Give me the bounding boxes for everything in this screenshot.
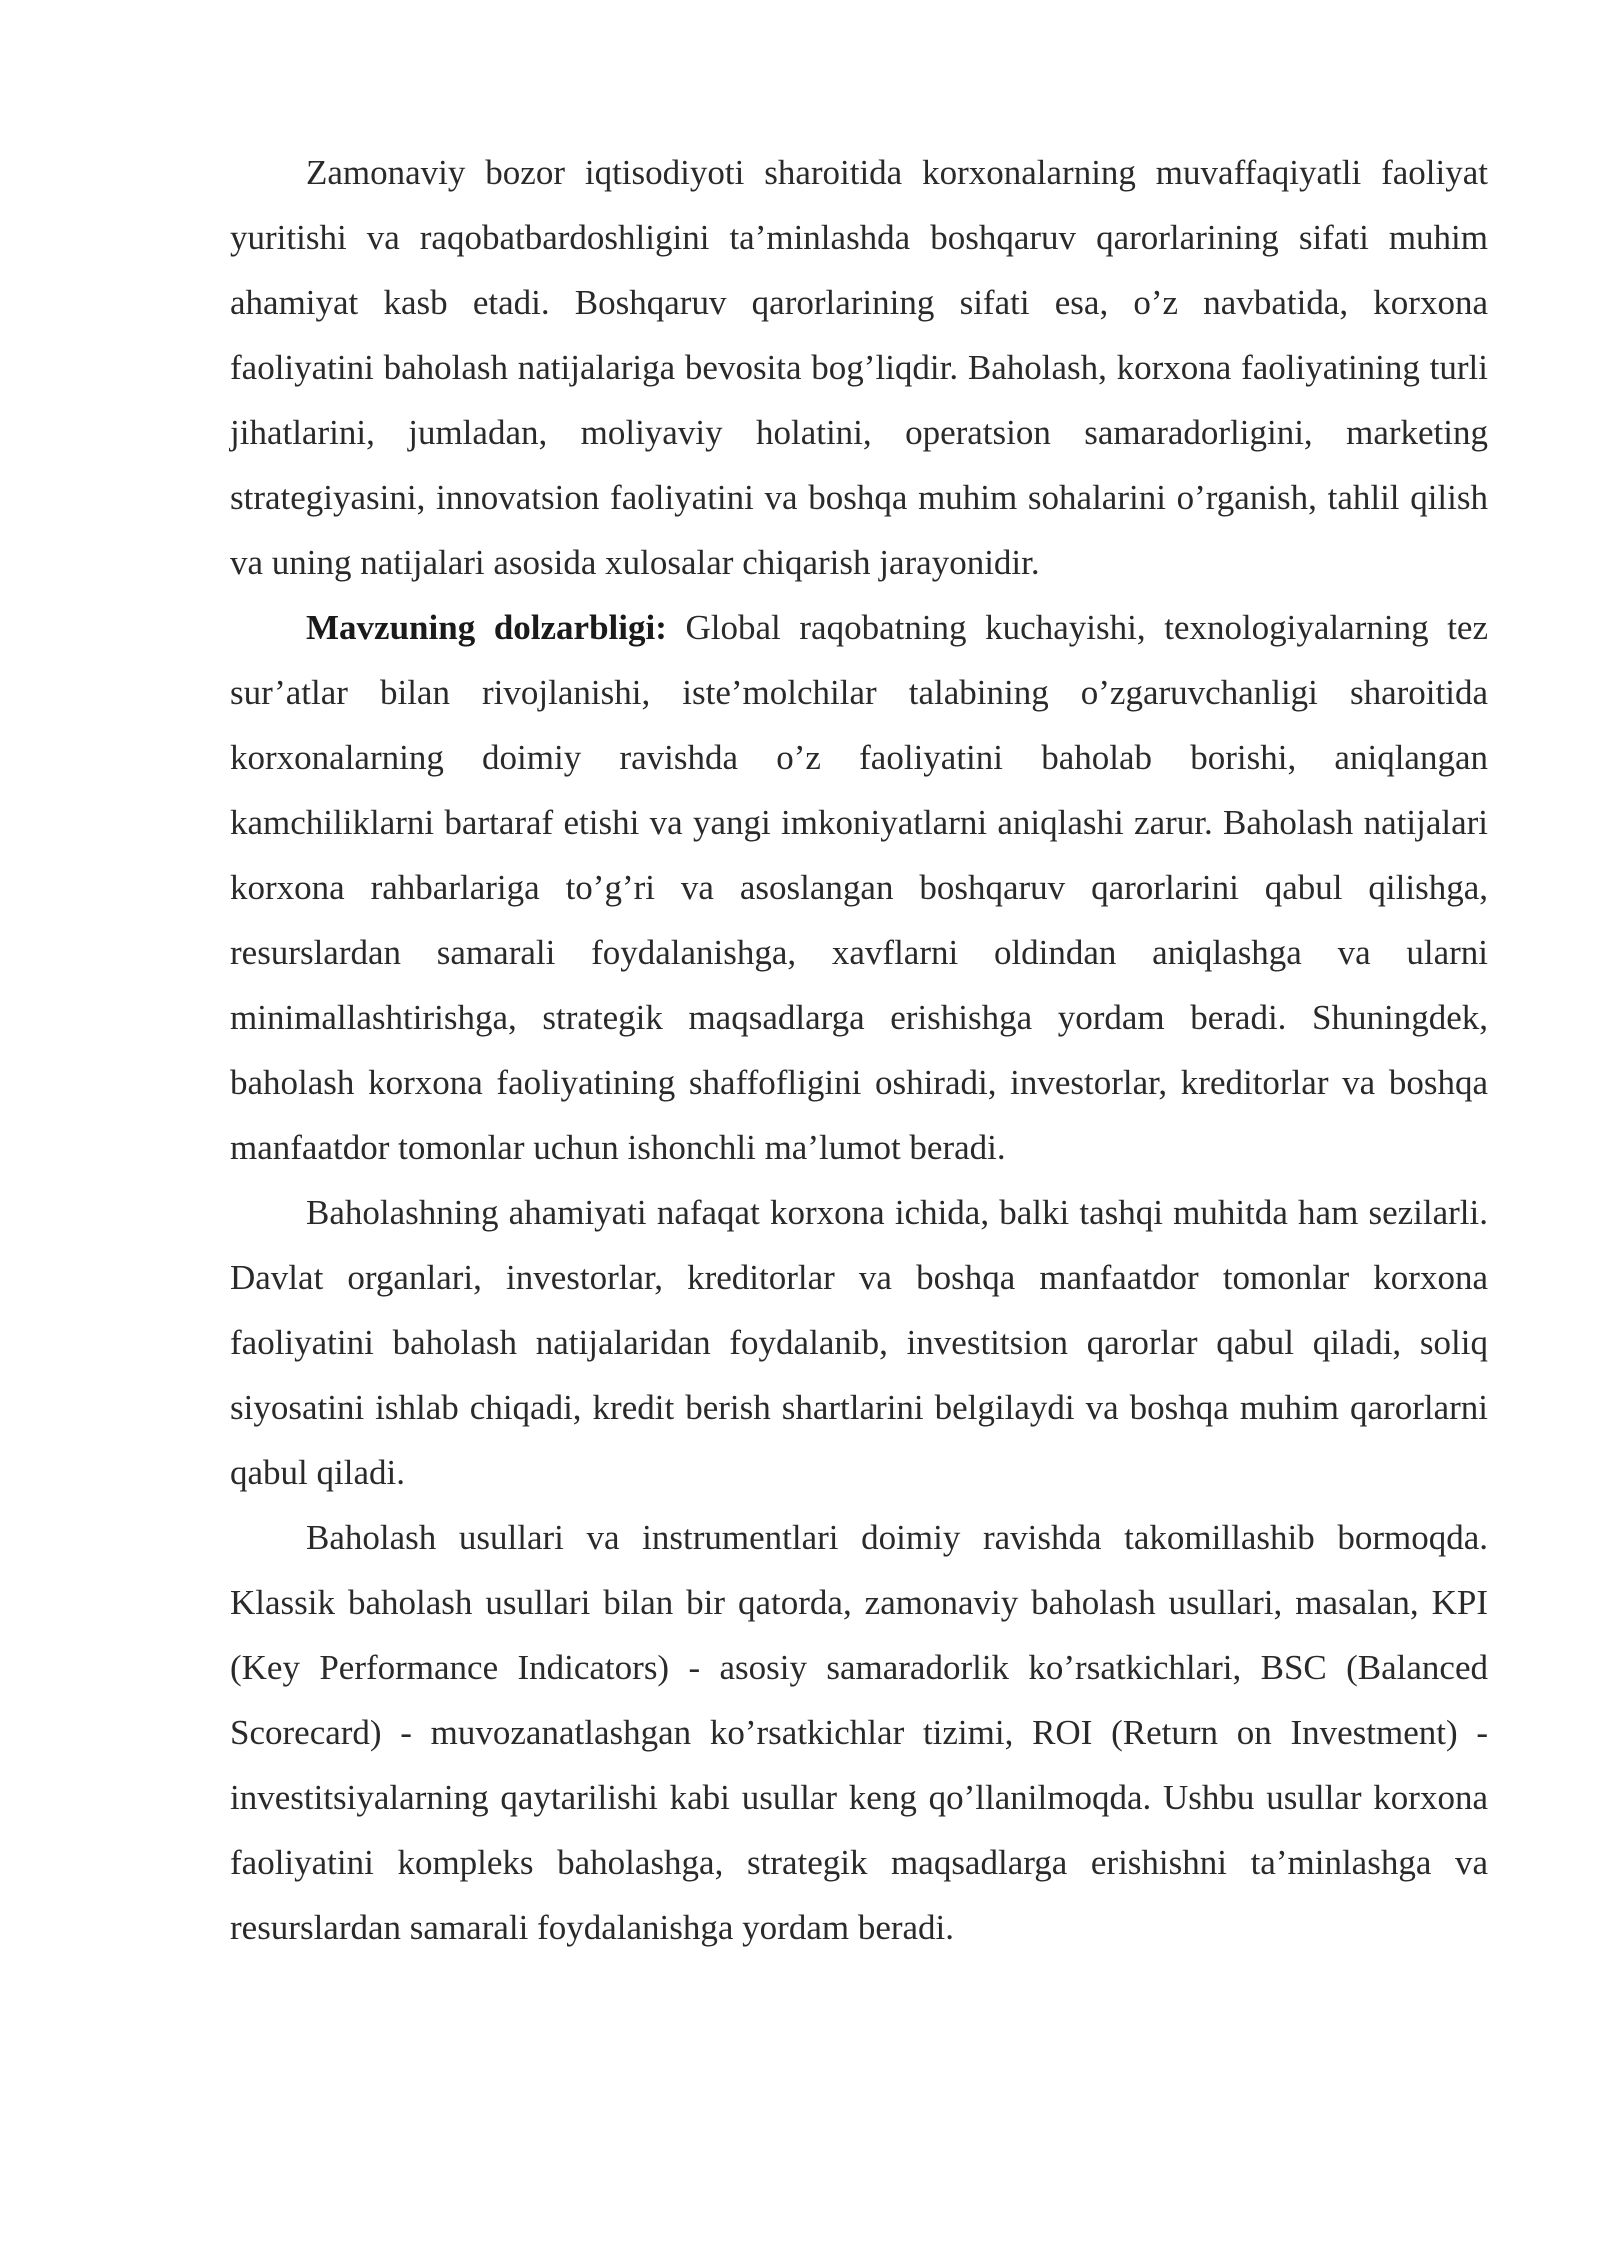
paragraph-text: Global raqobatning kuchayishi, texnologiyalarning tez sur’atlar bilan rivojlanishi, iste’molchilar talabining o’zgaruvchanligi sharoitida korxonalarning doimiy ravishda o’z faoliyatini baholab borishi, aniqlangan kamchiliklarni bartaraf etishi va yangi imkoniyatlarni aniqlashi zarur. Baholash natijalari korxona rahbarlariga to’g’ri va asoslangan boshqaruv qarorlarini qabul qilishga, resurslardan samarali foydalanishga, xavflarni oldindan aniqlashga va ularni minimallashtirishga, strategik maqsadlarga erishishga yordam beradi. Shuningdek, baholash korxona faoliyatining shaffofligini oshiradi, investorlar, kreditorlar va boshqa manfaatdor tomonlar uchun ishonchli ma’lumot beradi. (230, 608, 1488, 1167)
paragraph-importance (230, 1180, 1488, 1505)
paragraph-relevance (230, 595, 1488, 1180)
paragraph-intro (230, 140, 1488, 595)
document-page (230, 140, 1488, 1960)
paragraph-text: Baholash usullari va instrumentlari doimiy ravishda takomillashib bormoqda. Klassik baholash usullari bilan bir qatorda, zamonaviy baholash usullari, masalan, KPI (Key Performance Indicators) - asosiy samaradorlik ko’rsatkichlari, BSC (Balanced Scorecard) - muvozanatlashgan ko’rsatkichlar tizimi, ROI (Return on Investment) - investitsiyalarning qaytarilishi kabi usullar keng qo’llanilmoqda. Ushbu usullar korxona faoliyatini kompleks baholashga, strategik maqsadlarga erishishni ta’minlashga va resurslardan samarali foydalanishga yordam beradi. (230, 1518, 1488, 1947)
paragraph-text: Zamonaviy bozor iqtisodiyoti sharoitida korxonalarning muvaffaqiyatli faoliyat yuritishi va raqobatbardoshligini ta’minlashda boshqaruv qarorlarining sifati muhim ahamiyat kasb etadi. Boshqaruv qarorlarining sifati esa, o’z navbatida, korxona faoliyatini baholash natijalariga bevosita bog’liqdir. Baholash, korxona faoliyatining turli jihatlarini, jumladan, moliyaviy holatini, operatsion samaradorligini, marketing strategiyasini, innovatsion faoliyatini va boshqa muhim sohalarini o’rganish, tahlil qilish va uning natijalari asosida xulosalar chiqarish jarayonidir. (230, 153, 1488, 582)
paragraph-text: Baholashning ahamiyati nafaqat korxona ichida, balki tashqi muhitda ham sezilarli. Davlat organlari, investorlar, kreditorlar va boshqa manfaatdor tomonlar korxona faoliyatini baholash natijalaridan foydalanib, investitsion qarorlar qabul qiladi, soliq siyosatini ishlab chiqadi, kredit berish shartlarini belgilaydi va boshqa muhim qarorlarni qabul qiladi. (230, 1193, 1488, 1492)
paragraph-methods (230, 1505, 1488, 1960)
paragraph-lead-heading: Mavzuning dolzarbligi: (306, 608, 667, 647)
